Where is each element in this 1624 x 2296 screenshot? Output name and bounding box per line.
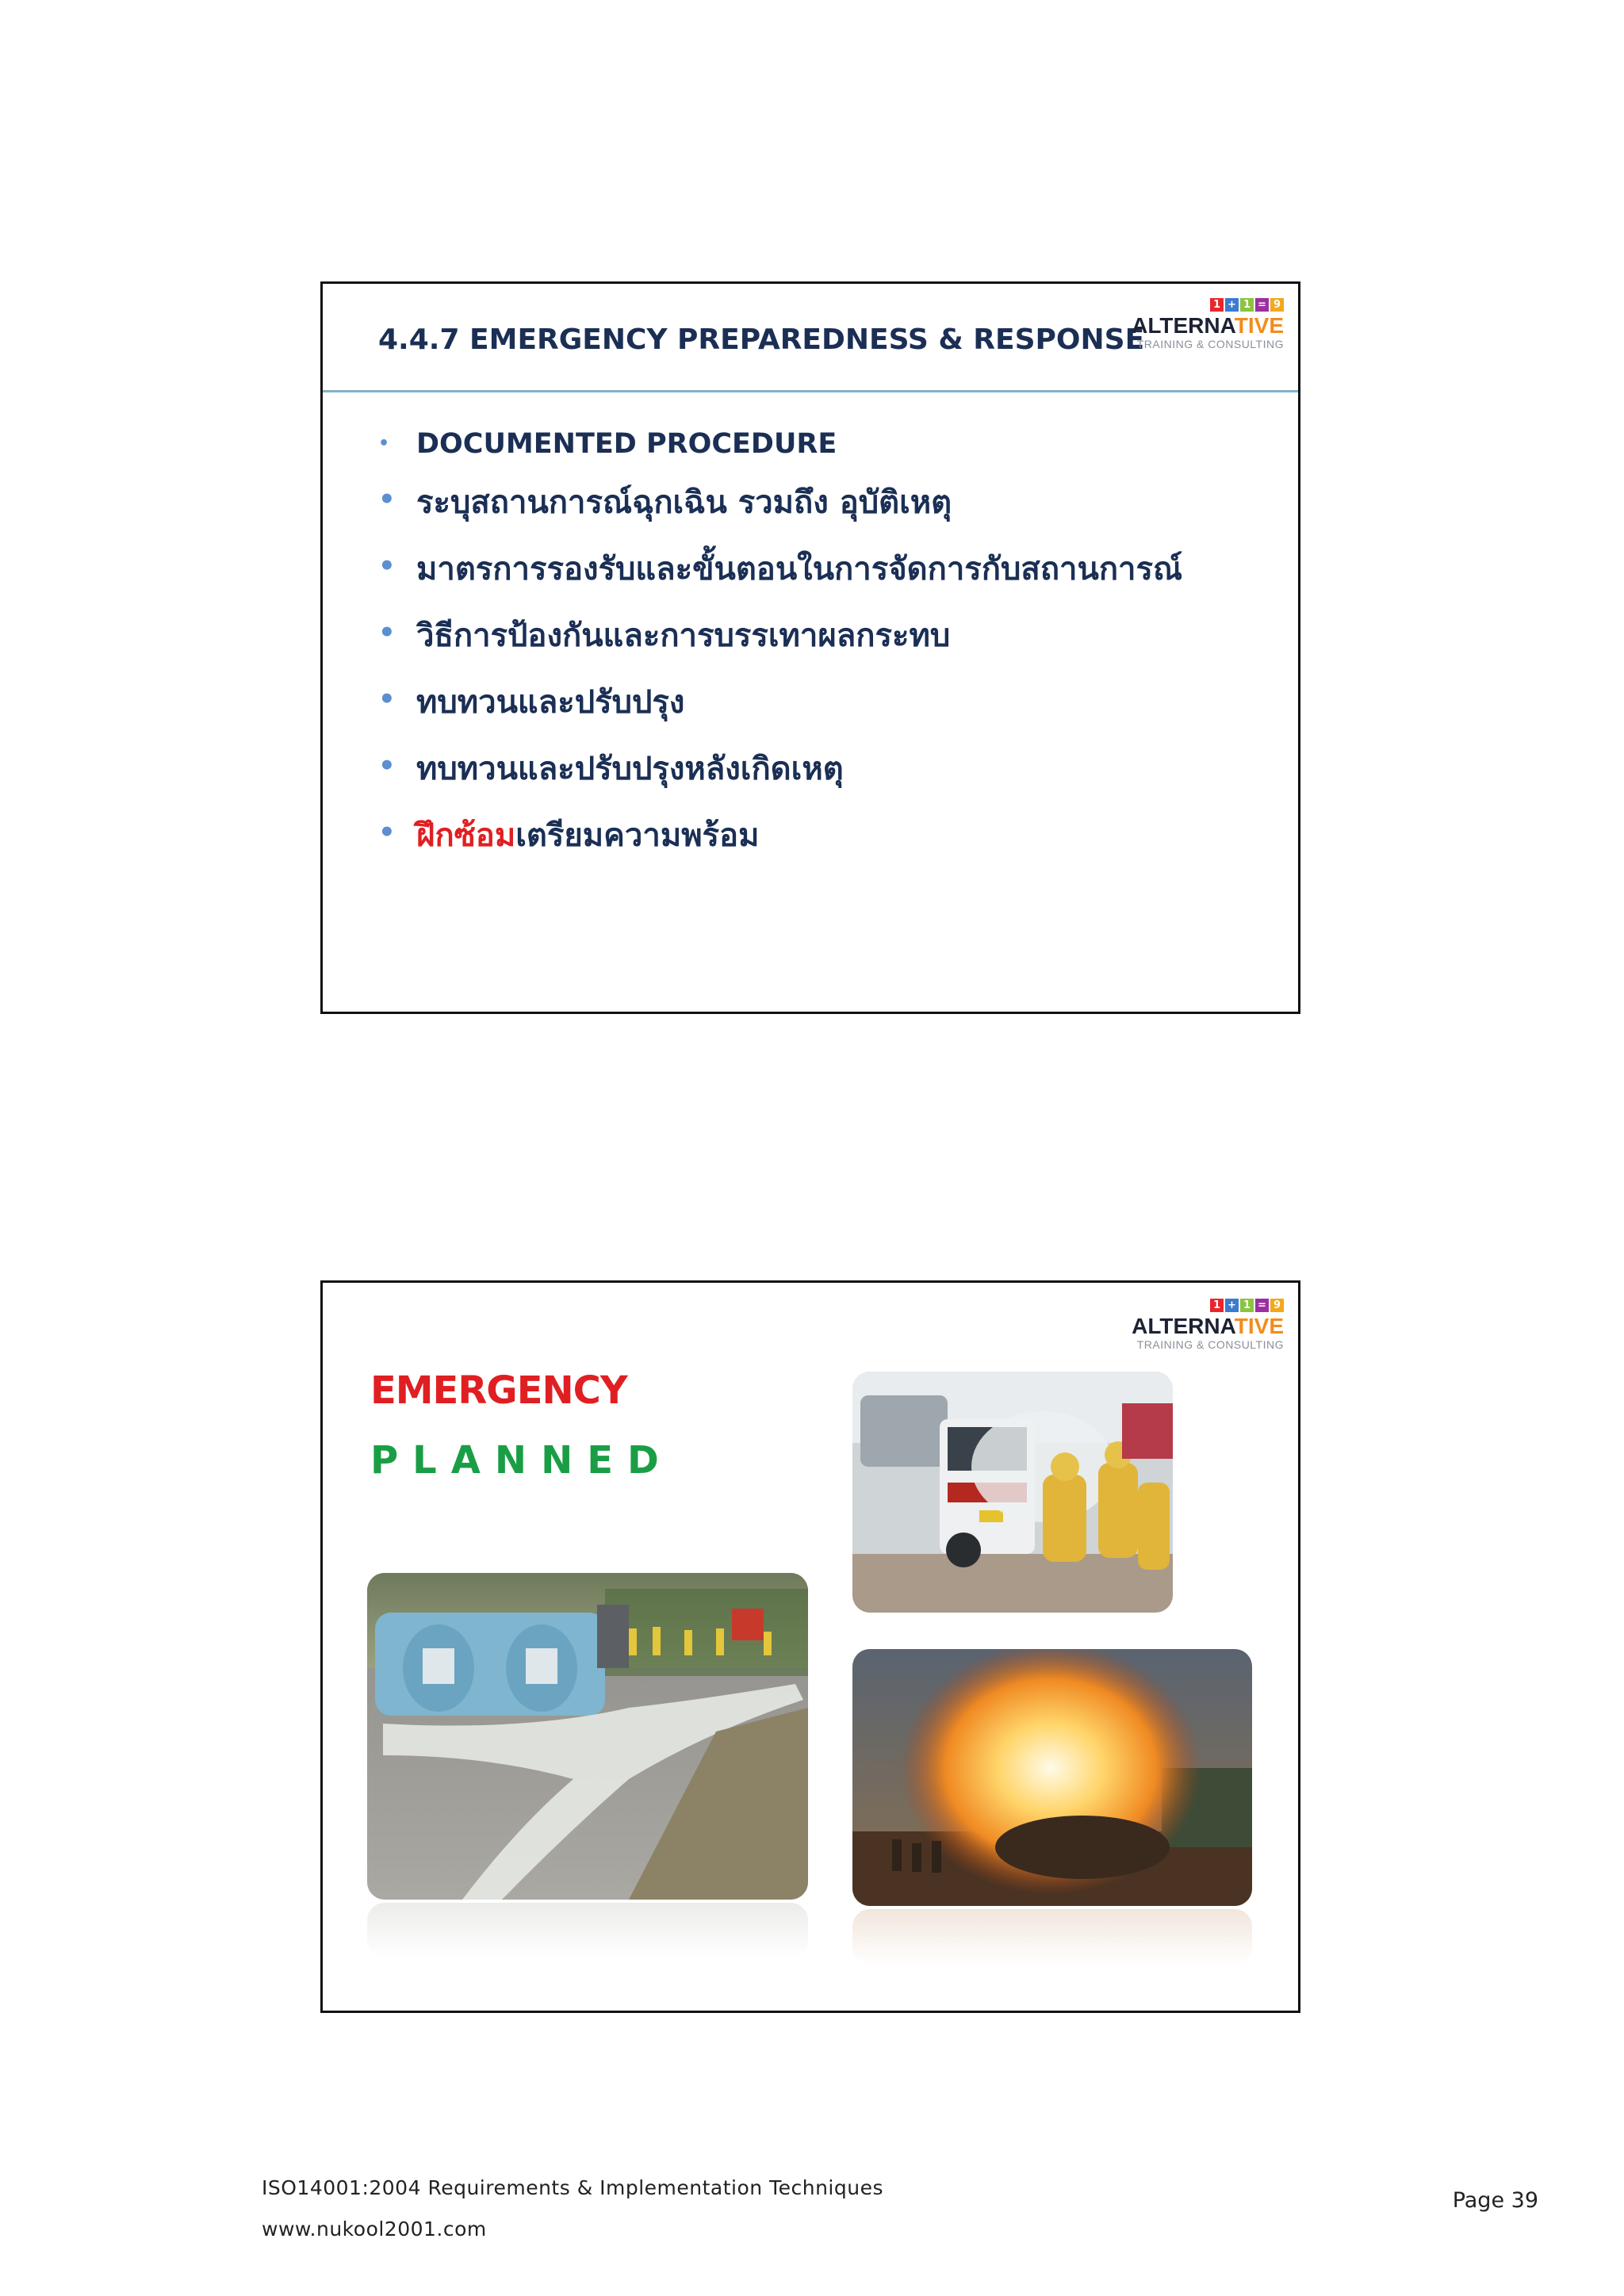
logo-digits — [1210, 1299, 1284, 1312]
bullet-dot-icon: • — [378, 434, 390, 453]
logo-digit: + — [1225, 298, 1239, 312]
page-number: Page 39 — [1452, 2188, 1538, 2213]
logo-digit: 9 — [1270, 1299, 1284, 1312]
alternative-logo — [1133, 1299, 1284, 1354]
slide-emergency-preparedness — [320, 281, 1300, 1014]
bullet-dot-icon: • — [378, 617, 396, 649]
logo-digit: 1 — [1240, 298, 1254, 312]
logo-digit: = — [1255, 298, 1269, 312]
logo-wordmark: ALTERNATIVE — [1132, 313, 1284, 338]
bullet-item: • ทบทวนและปรับปรุง — [378, 669, 1182, 736]
bullet-item: • มาตรการรองรับและขั้นตอนในการจัดการกับสถานการณ์ — [378, 536, 1182, 603]
bullet-dot-icon: • — [378, 817, 396, 848]
logo-tagline: TRAINING & CONSULTING — [1136, 1338, 1284, 1351]
slide-emergency-planned — [320, 1280, 1300, 2013]
logo-digit: + — [1225, 1299, 1239, 1312]
photo-reflection — [852, 1909, 1252, 1965]
logo-digit: 9 — [1270, 298, 1284, 312]
bullet-dot-icon: • — [378, 484, 396, 515]
bullet-dot-icon: • — [378, 750, 396, 782]
bullet-item: • ระบุสถานการณ์ฉุกเฉิน รวมถึง อุบัติเหตุ — [378, 469, 1182, 536]
bullet-dot-icon: • — [378, 683, 396, 715]
footer-website: www.nukool2001.com — [262, 2218, 487, 2241]
bullet-dot-icon: • — [378, 550, 396, 582]
tanker-fire-photo — [852, 1649, 1252, 1906]
logo-tagline: TRAINING & CONSULTING — [1136, 338, 1284, 350]
logo-digit: = — [1255, 1299, 1269, 1312]
slide-title: 4.4.7 EMERGENCY PREPAREDNESS & RESPONSE — [378, 323, 1145, 356]
logo-digit: 1 — [1210, 298, 1224, 312]
title-divider — [323, 390, 1298, 392]
logo-digit: 1 — [1210, 1299, 1224, 1312]
bullet-item: • ฝึกซ้อมเตรียมความพร้อม — [378, 802, 1182, 869]
heading-emergency: EMERGENCY — [370, 1368, 627, 1413]
bullet-item: • DOCUMENTED PROCEDURE — [378, 419, 1182, 469]
logo-digits — [1210, 298, 1284, 312]
logo-wordmark: ALTERNATIVE — [1132, 1314, 1284, 1338]
overturned-tanker-photo — [367, 1573, 808, 1900]
bullet-item: • ทบทวนและปรับปรุงหลังเกิดเหตุ — [378, 736, 1182, 802]
bullet-list — [378, 419, 1182, 869]
photo-reflection — [367, 1903, 808, 1958]
bullet-item: • วิธีการป้องกันและการบรรเทาผลกระทบ — [378, 603, 1182, 669]
footer-title: ISO14001:2004 Requirements & Implementation Techniques — [262, 2176, 883, 2199]
firefighters-truck-photo — [852, 1372, 1173, 1613]
logo-digit: 1 — [1240, 1299, 1254, 1312]
alternative-logo — [1133, 298, 1284, 354]
heading-planned: PLANNED — [370, 1438, 673, 1483]
